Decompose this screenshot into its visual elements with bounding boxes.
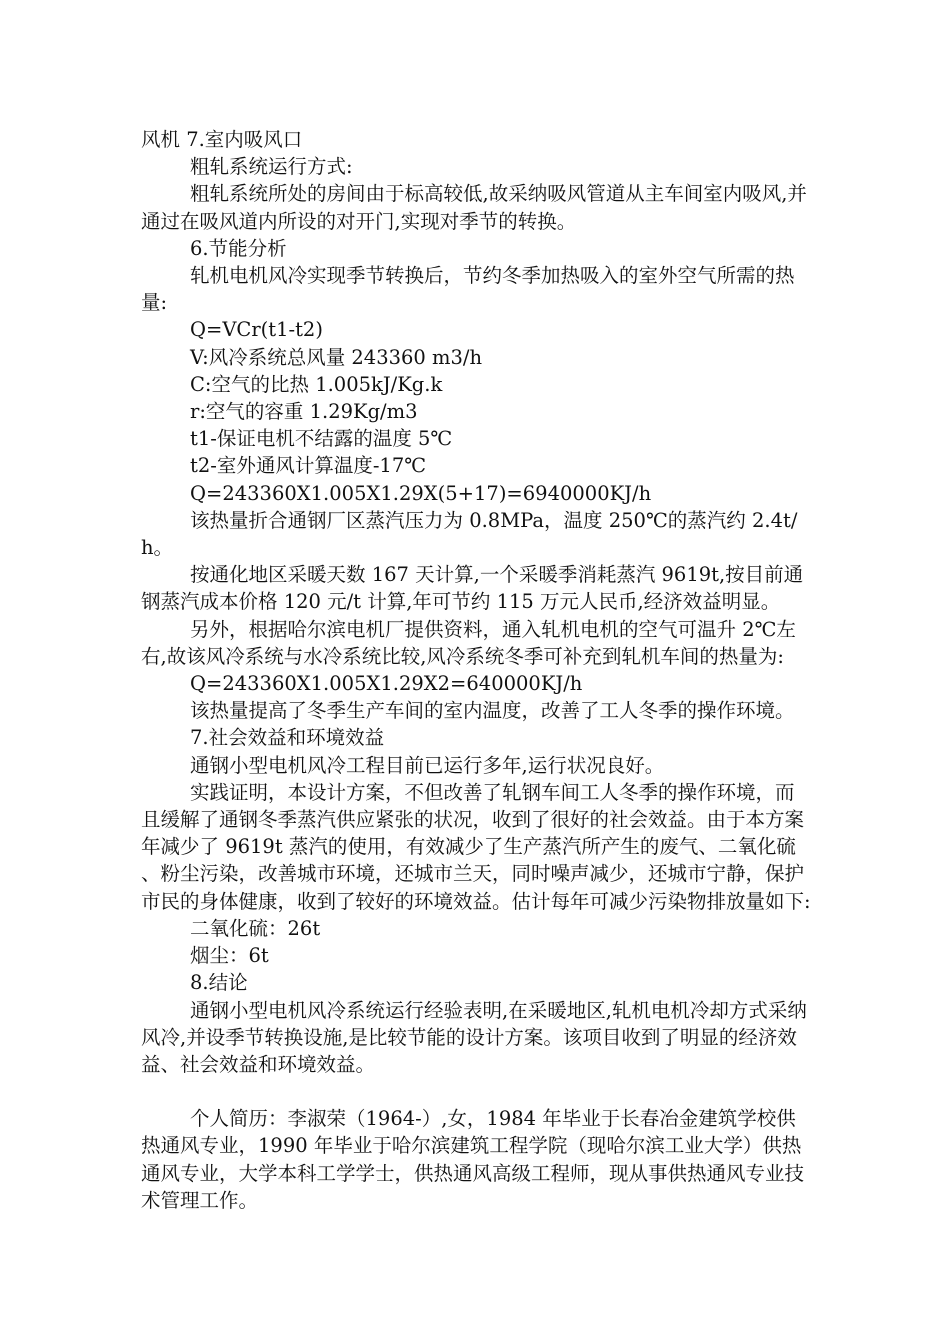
formula: Q=243360X1.005X1.29X(5+17)=6940000KJ/h <box>190 481 652 505</box>
author-bio: 个人简历：李淑荣（1964-）,女，1984 年毕业于长春冶金建筑学校供热通风专业，1990 年毕业于哈尔滨建筑工程学院（现哈尔滨工业大学）供热通风专业，大学本科工学学士，供热通风高级工程师，现从事供热通风专业技术管理工作。 <box>141 1107 805 1212</box>
paragraph: 粗轧系统所处的房间由于标高较低,故采纳吸风管道从主车间室内吸风,并通过在吸风道内所设的对开门,实现对季节的转换。 <box>141 182 807 233</box>
section-heading: 6.节能分析 <box>190 236 287 260</box>
section-heading: 8.结论 <box>190 971 248 995</box>
variable-definition: t1-保证电机不结露的温度 5℃ <box>190 427 453 451</box>
paragraph: 通钢小型电机风冷工程目前已运行多年,运行状况良好。 <box>190 753 665 777</box>
paragraph: 通钢小型电机风冷系统运行经验表明,在采暖地区,轧机电机冷却方式采纳风冷,并设季节转换设施,是比较节能的设计方案。该项目收到了明显的经济效益、社会效益和环境效益。 <box>141 998 807 1076</box>
document-body <box>141 126 811 1214</box>
formula: Q=243360X1.005X1.29X2=640000KJ/h <box>190 672 583 696</box>
variable-definition: V:风冷系统总风量 243360 m3/h <box>190 345 483 369</box>
list-item: 烟尘：6t <box>190 944 269 968</box>
list-item: 二氧化硫：26t <box>190 916 321 940</box>
variable-definition: r:空气的容重 1.29Kg/m3 <box>190 400 418 424</box>
paragraph: 另外，根据哈尔滨电机厂提供资料，通入轧机电机的空气可温升 2℃左右,故该风冷系统与水冷系统比较,风冷系统冬季可补充到轧机车间的热量为: <box>141 617 796 668</box>
paragraph: 风机 7.室内吸风口 <box>141 128 303 151</box>
blank-line <box>141 1078 811 1105</box>
paragraph: 该热量折合通钢厂区蒸汽压力为 0.8MPa，温度 250℃的蒸汽约 2.4t/h。 <box>141 508 798 560</box>
variable-definition: C:空气的比热 1.005kJ/Kg.k <box>190 372 443 396</box>
variable-definition: t2-室外通风计算温度-17℃ <box>190 454 427 478</box>
paragraph: 按通化地区采暖天数 167 天计算,一个采暖季消耗蒸汽 9619t,按目前通钢蒸汽成本价格 120 元/t 计算,年可节约 115 万元人民币,经济效益明显。 <box>141 563 804 614</box>
paragraph: 该热量提高了冬季生产车间的室内温度，改善了工人冬季的操作环境。 <box>190 699 795 723</box>
formula: Q=VCr(t1-t2) <box>190 318 323 342</box>
paragraph: 轧机电机风冷实现季节转换后，节约冬季加热吸入的室外空气所需的热量: <box>141 264 795 315</box>
paragraph: 粗轧系统运行方式: <box>190 155 353 179</box>
paragraph: 实践证明，本设计方案，不但改善了轧钢车间工人冬季的操作环境，而且缓解了通钢冬季蒸汽供应紧张的状况，收到了很好的社会效益。由于本方案年减少了 9619t 蒸汽的使用，有效减少了生产蒸汽所产生的废气、二氧化硫 、粉尘污染，改善城市环境，还城市兰天，同时噪声减少，还城市宁静，保护市民的身体健康，收到了较好的环境效益。估计每年可减少污染物排放量如下: <box>141 780 811 913</box>
section-heading: 7.社会效益和环境效益 <box>190 726 385 750</box>
